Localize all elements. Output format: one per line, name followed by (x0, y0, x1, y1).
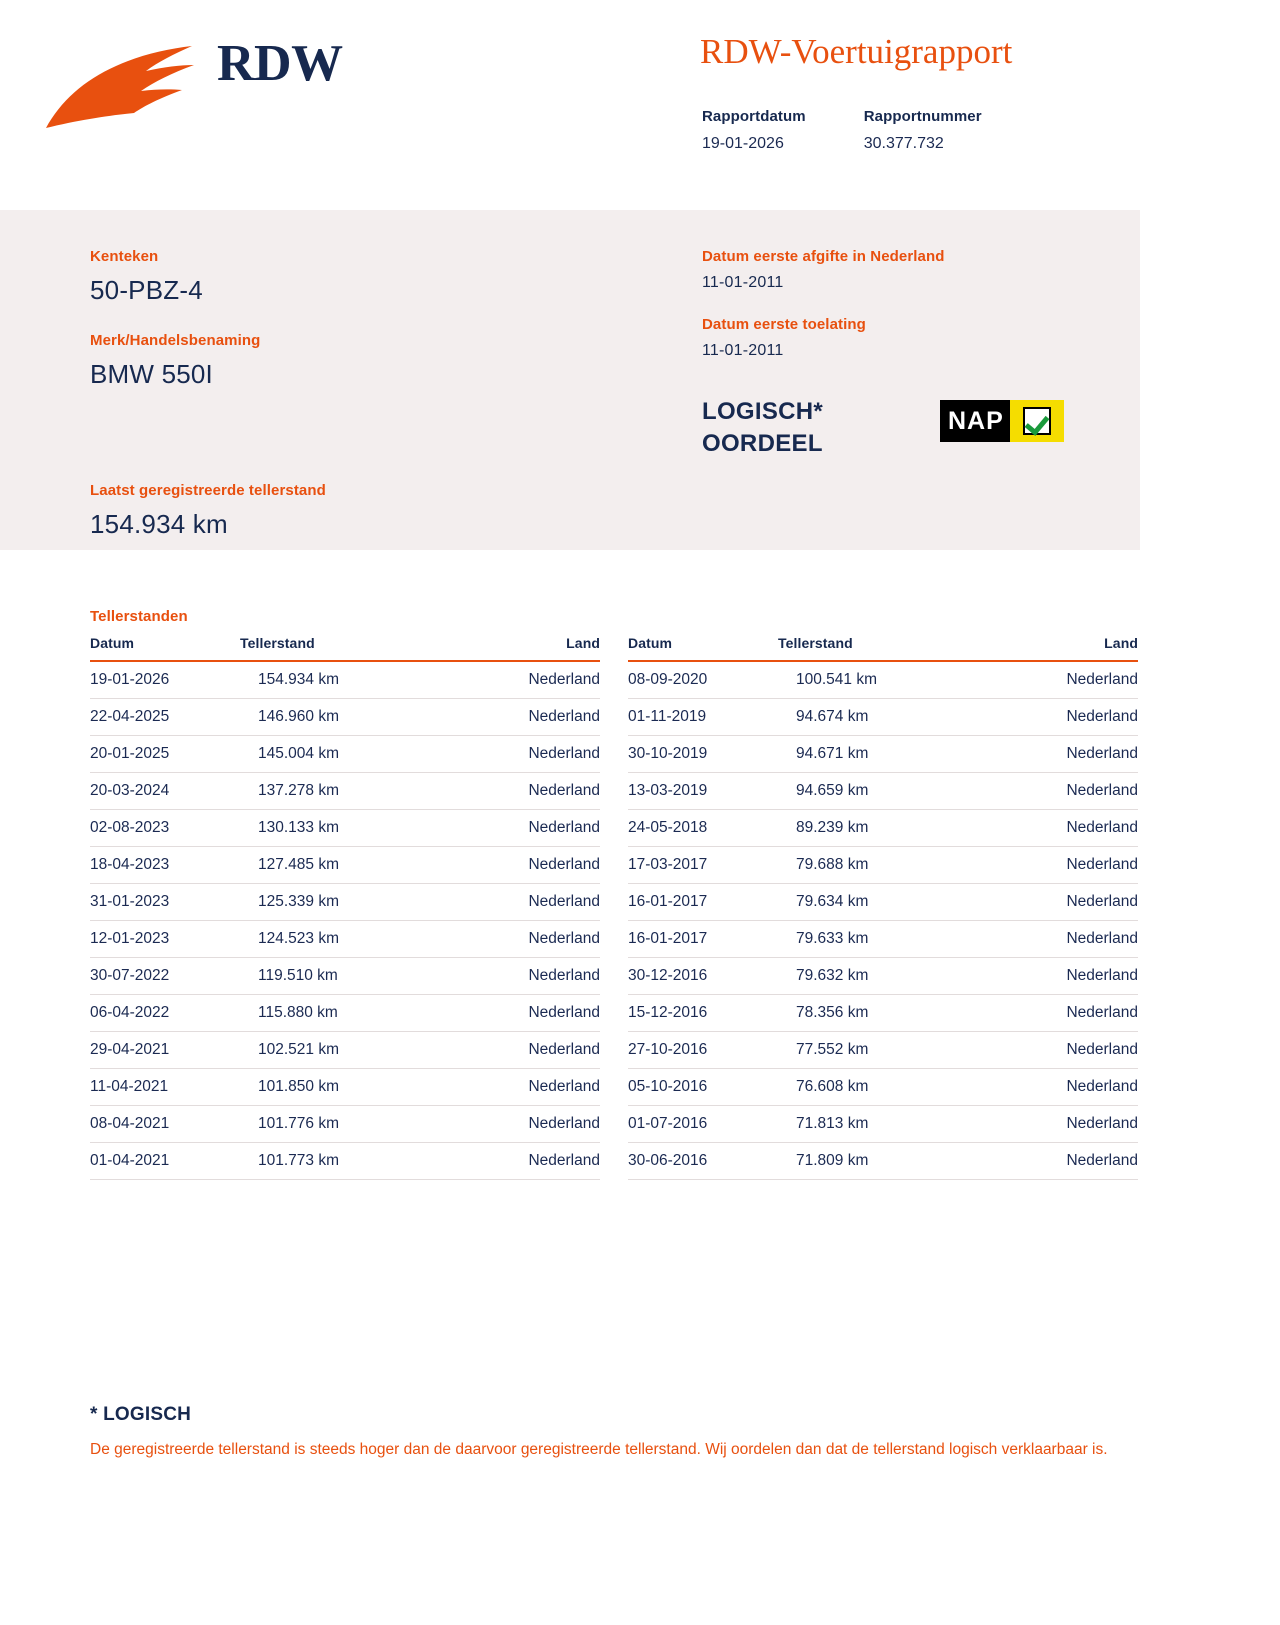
cell-datum: 16-01-2017 (628, 921, 778, 958)
cell-datum: 24-05-2018 (628, 810, 778, 847)
summary-left-column (90, 248, 610, 566)
cell-datum: 16-01-2017 (628, 884, 778, 921)
cell-land: Nederland (988, 1069, 1138, 1106)
cell-datum: 08-09-2020 (628, 661, 778, 699)
cell-tellerstand: 124.523 km (240, 921, 450, 958)
cell-land: Nederland (988, 810, 1138, 847)
cell-tellerstand: 115.880 km (240, 995, 450, 1032)
cell-datum: 20-01-2025 (90, 736, 240, 773)
judgement-line-2: OORDEEL (702, 429, 823, 457)
judgement-text (702, 396, 823, 459)
cell-land: Nederland (450, 958, 600, 995)
report-header (0, 0, 1280, 200)
report-number-value: 30.377.732 (863, 135, 944, 152)
cell-tellerstand: 77.552 km (778, 1032, 988, 1069)
cell-datum: 30-07-2022 (90, 958, 240, 995)
cell-tellerstand: 79.634 km (778, 884, 988, 921)
odometer-table-left (90, 635, 600, 1180)
cell-tellerstand: 71.813 km (778, 1106, 988, 1143)
first-issue-label: Datum eerste afgifte in Nederland (702, 248, 945, 265)
table-row (628, 1106, 1138, 1143)
report-meta (702, 108, 982, 153)
cell-land: Nederland (988, 661, 1138, 699)
cell-datum: 20-03-2024 (90, 773, 240, 810)
cell-tellerstand: 127.485 km (240, 847, 450, 884)
nap-check-icon (1010, 400, 1064, 442)
table-row (90, 661, 600, 699)
cell-tellerstand: 154.934 km (240, 661, 450, 699)
footnote-text: De geregistreerde tellerstand is steeds hoger dan de daarvoor geregistreerde tellerstand. Wij oordelen dan dat de tellerstand logisch verklaarbaar is. (90, 1441, 1108, 1458)
table-row (90, 921, 600, 958)
cell-datum: 19-01-2026 (90, 661, 240, 699)
cell-datum: 27-10-2016 (628, 1032, 778, 1069)
table-row (90, 810, 600, 847)
cell-land: Nederland (988, 995, 1138, 1032)
column-header-datum: Datum (628, 635, 778, 661)
cell-land: Nederland (450, 810, 600, 847)
footnote-title: * LOGISCH (90, 1404, 192, 1425)
cell-tellerstand: 94.671 km (778, 736, 988, 773)
cell-datum: 11-04-2021 (90, 1069, 240, 1106)
table-header-row (90, 635, 600, 661)
cell-land: Nederland (988, 847, 1138, 884)
cell-land: Nederland (450, 699, 600, 736)
table-row (628, 773, 1138, 810)
cell-tellerstand: 79.633 km (778, 921, 988, 958)
table-row (628, 699, 1138, 736)
cell-land: Nederland (988, 921, 1138, 958)
rdw-logo (42, 18, 382, 128)
cell-datum: 15-12-2016 (628, 995, 778, 1032)
cell-land: Nederland (450, 1032, 600, 1069)
cell-tellerstand: 146.960 km (240, 699, 450, 736)
table-header-row (628, 635, 1138, 661)
cell-datum: 01-11-2019 (628, 699, 778, 736)
cell-land: Nederland (988, 884, 1138, 921)
cell-tellerstand: 101.776 km (240, 1106, 450, 1143)
cell-tellerstand: 137.278 km (240, 773, 450, 810)
cell-tellerstand: 130.133 km (240, 810, 450, 847)
table-row (90, 1032, 600, 1069)
cell-land: Nederland (450, 1106, 600, 1143)
cell-tellerstand: 100.541 km (778, 661, 988, 699)
cell-datum: 13-03-2019 (628, 773, 778, 810)
vehicle-summary-panel (0, 210, 1140, 550)
cell-datum: 22-04-2025 (90, 699, 240, 736)
table-row (90, 847, 600, 884)
table-row (90, 736, 600, 773)
cell-tellerstand: 71.809 km (778, 1143, 988, 1180)
license-plate-value: 50-PBZ-4 (90, 275, 203, 305)
cell-tellerstand: 78.356 km (778, 995, 988, 1032)
cell-datum: 17-03-2017 (628, 847, 778, 884)
table-row (90, 1106, 600, 1143)
last-odometer-value: 154.934 km (90, 509, 228, 539)
report-number-block (864, 108, 982, 153)
cell-tellerstand: 145.004 km (240, 736, 450, 773)
cell-datum: 02-08-2023 (90, 810, 240, 847)
odometer-table-right (628, 635, 1138, 1180)
table-row (628, 884, 1138, 921)
table-row (90, 1069, 600, 1106)
table-row (628, 958, 1138, 995)
cell-datum: 30-06-2016 (628, 1143, 778, 1180)
cell-land: Nederland (988, 1106, 1138, 1143)
odometer-readings-section (0, 608, 1280, 1180)
report-date-block (702, 108, 806, 153)
table-row (90, 1143, 600, 1180)
table-row (90, 995, 600, 1032)
cell-datum: 12-01-2023 (90, 921, 240, 958)
cell-land: Nederland (988, 1032, 1138, 1069)
column-header-land: Land (450, 635, 600, 661)
report-number-label: Rapportnummer (863, 108, 982, 125)
report-date-label: Rapportdatum (702, 108, 806, 125)
rdw-feather-logo-icon (42, 32, 202, 132)
cell-datum: 05-10-2016 (628, 1069, 778, 1106)
cell-land: Nederland (988, 699, 1138, 736)
column-header-tellerstand: Tellerstand (778, 635, 988, 661)
cell-land: Nederland (450, 995, 600, 1032)
cell-tellerstand: 76.608 km (778, 1069, 988, 1106)
column-header-tellerstand: Tellerstand (240, 635, 450, 661)
odometer-table-right-body (628, 661, 1138, 1180)
nap-badge-text: NAP (940, 400, 1010, 442)
cell-land: Nederland (450, 847, 600, 884)
cell-tellerstand: 101.773 km (240, 1143, 450, 1180)
table-row (90, 773, 600, 810)
section-title-tellerstanden: Tellerstanden (90, 608, 188, 625)
first-admission-value: 11-01-2011 (702, 342, 784, 359)
cell-datum: 30-10-2019 (628, 736, 778, 773)
cell-tellerstand: 79.632 km (778, 958, 988, 995)
cell-datum: 01-04-2021 (90, 1143, 240, 1180)
brand-value: BMW 550I (90, 359, 213, 389)
cell-datum: 06-04-2022 (90, 995, 240, 1032)
first-issue-value: 11-01-2011 (702, 274, 784, 291)
nap-badge (940, 400, 1064, 442)
cell-tellerstand: 125.339 km (240, 884, 450, 921)
summary-right-column (702, 248, 1122, 384)
cell-land: Nederland (988, 958, 1138, 995)
table-row (628, 995, 1138, 1032)
cell-tellerstand: 94.659 km (778, 773, 988, 810)
cell-datum: 29-04-2021 (90, 1032, 240, 1069)
last-odometer-block (90, 482, 610, 540)
rdw-logo-text: RDW (217, 35, 343, 92)
cell-land: Nederland (450, 736, 600, 773)
table-row (90, 958, 600, 995)
table-row (90, 884, 600, 921)
table-row (628, 921, 1138, 958)
cell-tellerstand: 102.521 km (240, 1032, 450, 1069)
cell-datum: 01-07-2016 (628, 1106, 778, 1143)
table-row (628, 1143, 1138, 1180)
cell-land: Nederland (450, 1143, 600, 1180)
table-row (628, 661, 1138, 699)
page-title: RDW-Voertuigrapport (700, 32, 1013, 71)
cell-land: Nederland (988, 1143, 1138, 1180)
footnote (90, 1404, 1110, 1463)
cell-land: Nederland (988, 736, 1138, 773)
table-row (628, 736, 1138, 773)
cell-land: Nederland (450, 661, 600, 699)
cell-tellerstand: 94.674 km (778, 699, 988, 736)
table-row (90, 699, 600, 736)
odometer-table-left-body (90, 661, 600, 1180)
column-header-land: Land (988, 635, 1138, 661)
cell-tellerstand: 101.850 km (240, 1069, 450, 1106)
judgement-line-1: LOGISCH* (702, 398, 824, 425)
report-date-value: 19-01-2026 (702, 135, 784, 152)
cell-tellerstand: 119.510 km (240, 958, 450, 995)
brand-label: Merk/Handelsbenaming (90, 332, 261, 349)
table-row (628, 1069, 1138, 1106)
cell-tellerstand: 79.688 km (778, 847, 988, 884)
cell-land: Nederland (450, 921, 600, 958)
last-odometer-label: Laatst geregistreerde tellerstand (90, 482, 326, 499)
license-plate-label: Kenteken (90, 248, 159, 265)
cell-land: Nederland (450, 1069, 600, 1106)
cell-land: Nederland (988, 773, 1138, 810)
column-header-datum: Datum (90, 635, 240, 661)
table-row (628, 1032, 1138, 1069)
cell-datum: 30-12-2016 (628, 958, 778, 995)
table-row (628, 810, 1138, 847)
table-row (628, 847, 1138, 884)
first-admission-label: Datum eerste toelating (702, 316, 866, 333)
cell-datum: 31-01-2023 (90, 884, 240, 921)
cell-tellerstand: 89.239 km (778, 810, 988, 847)
cell-datum: 18-04-2023 (90, 847, 240, 884)
cell-land: Nederland (450, 773, 600, 810)
cell-datum: 08-04-2021 (90, 1106, 240, 1143)
cell-land: Nederland (450, 884, 600, 921)
